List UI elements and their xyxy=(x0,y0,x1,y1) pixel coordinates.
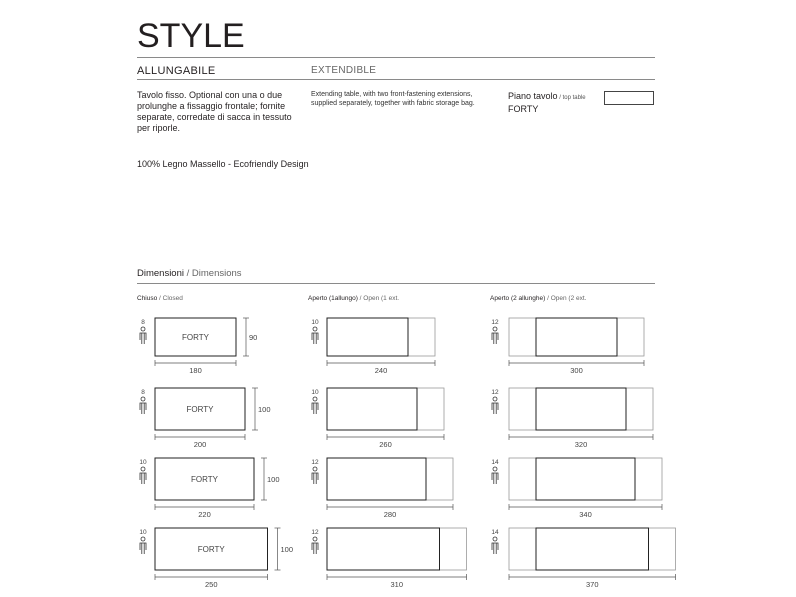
column-open1-italian: Aperto (1allungo) xyxy=(308,295,358,302)
row-4-closed-length-label: 250 xyxy=(204,580,218,589)
row-4-open1-person-icon xyxy=(313,537,317,541)
row-2-open1-length-label: 260 xyxy=(379,440,392,449)
row-1-open2-person-icon xyxy=(493,327,497,331)
row-2-closed-seat-count: 8 xyxy=(141,389,145,396)
row-3-open1-person-icon xyxy=(313,467,317,471)
column-closed-english: Closed xyxy=(162,295,183,302)
row-4-open2-extensions xyxy=(509,528,676,570)
row-1-open1-person-body-icon xyxy=(312,333,318,344)
row-2-open1-extension xyxy=(327,388,444,430)
row-3-closed-seat-count: 10 xyxy=(139,459,147,466)
row-4-open1-extension xyxy=(327,528,467,570)
row-4-open2-person-icon xyxy=(493,537,497,541)
row-1-open2-length-label: 300 xyxy=(570,366,583,375)
row-3-open2-person-body-icon xyxy=(492,473,498,484)
top-label-italian: Piano tavolo xyxy=(508,91,558,101)
row-4-closed-seat-count: 10 xyxy=(139,529,147,536)
row-1-open1-seat-count: 10 xyxy=(311,319,319,326)
column-open2-english: Open (2 ext. xyxy=(550,295,587,302)
description-italian: Tavolo fisso. Optional con una o due prolunghe a fissaggio frontale; fornite separate, corredate di sacca in tessuto per riporle. xyxy=(137,90,292,133)
row-1-open1-person-icon xyxy=(313,327,317,331)
row-1-closed-person-body-icon xyxy=(140,333,146,344)
subtitle-italian: ALLUNGABILE xyxy=(137,65,216,77)
row-3-open1-length-label: 280 xyxy=(383,510,397,519)
row-3-depth-label: 100 xyxy=(267,475,280,484)
dimensions-label-italian: Dimensioni xyxy=(137,268,184,279)
row-1-closed-person-icon xyxy=(141,327,145,331)
row-4-open1-seat-count: 12 xyxy=(311,529,319,536)
row-4-open2-seat-count: 14 xyxy=(491,529,499,536)
row-1-open2-seat-count: 12 xyxy=(491,319,499,326)
subtitle-english: EXTENDIBLE xyxy=(311,65,377,76)
row-2-open2-seat-count: 12 xyxy=(491,389,499,396)
row-1-open2-extensions xyxy=(509,318,644,356)
row-4-open2-person-body-icon xyxy=(492,543,498,554)
row-2-closed-person-body-icon xyxy=(140,403,146,414)
row-3-open2-person-icon xyxy=(493,467,497,471)
row-2-closed-length-label: 200 xyxy=(193,440,207,449)
row-3-open1-extension xyxy=(327,458,453,500)
row-2-open2-person-body-icon xyxy=(492,403,498,414)
row-4-closed-person-body-icon xyxy=(140,543,146,554)
row-1-closed-length-label: 180 xyxy=(189,366,202,375)
row-2-closed-table-label: FORTY xyxy=(186,405,214,414)
top-label-separator: / xyxy=(557,95,563,101)
row-1-open2-person-body-icon xyxy=(492,333,498,344)
row-3-open2-extensions xyxy=(509,458,662,500)
row-3-open2-seat-count: 14 xyxy=(491,459,499,466)
column-open2-italian: Aperto (2 allunghe) xyxy=(490,295,546,302)
dimensions-separator: / xyxy=(184,268,192,279)
row-3-open1-person-body-icon xyxy=(312,473,318,484)
page-title: STYLE xyxy=(137,17,245,55)
top-label-english: top table xyxy=(562,95,586,101)
row-3-closed-table-label: FORTY xyxy=(191,475,218,484)
column-open1-separator: / xyxy=(357,295,364,302)
row-1-closed-seat-count: 8 xyxy=(141,319,145,326)
row-4-open2-length-label: 370 xyxy=(585,580,599,589)
column-open2-separator: / xyxy=(545,295,551,302)
row-4-closed-person-icon xyxy=(141,537,145,541)
row-1-closed-table-label: FORTY xyxy=(182,333,209,342)
row-2-open2-person-icon xyxy=(493,397,497,401)
row-2-depth-label: 100 xyxy=(258,405,271,414)
row-4-closed-table-label: FORTY xyxy=(197,545,225,554)
row-3-open2-length-label: 340 xyxy=(579,510,592,519)
column-closed-separator: / xyxy=(157,295,163,302)
column-open1-english: Open (1 ext. xyxy=(363,295,400,302)
row-1-open1-extension xyxy=(327,318,435,356)
row-1-open1-length-label: 240 xyxy=(374,366,388,375)
row-4-open1-person-body-icon xyxy=(312,543,318,554)
row-2-open1-person-icon xyxy=(313,397,317,401)
row-4-open1-length-label: 310 xyxy=(390,580,404,589)
column-closed-italian: Chiuso xyxy=(137,295,158,302)
row-2-closed-person-icon xyxy=(141,397,145,401)
row-3-open1-seat-count: 12 xyxy=(311,459,319,466)
row-1-depth-label: 90 xyxy=(249,333,258,342)
row-4-depth-label: 100 xyxy=(280,545,294,554)
row-2-open2-extensions xyxy=(509,388,653,430)
description-english: Extending table, with two front-fastening extensions, supplied separately, together with fabric storage bag. xyxy=(311,91,475,107)
row-3-closed-person-body-icon xyxy=(140,473,146,484)
row-2-open1-seat-count: 10 xyxy=(311,389,319,396)
dimensions-label-english: Dimensions xyxy=(191,268,242,279)
row-3-closed-length-label: 220 xyxy=(198,510,211,519)
row-2-open1-person-body-icon xyxy=(312,403,318,414)
row-2-open2-length-label: 320 xyxy=(574,440,588,449)
top-table-value: FORTY xyxy=(508,104,539,114)
row-3-closed-person-icon xyxy=(141,467,145,471)
material-note: 100% Legno Massello - Ecofriendly Design xyxy=(137,159,309,169)
